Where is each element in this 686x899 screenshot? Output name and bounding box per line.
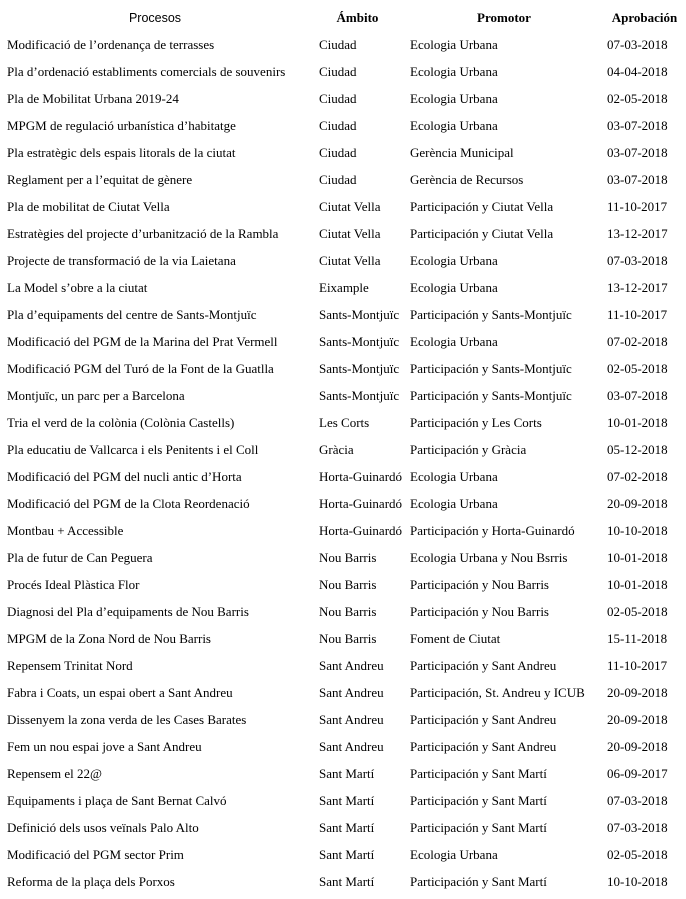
aprobacion-cell: 20-09-2018 xyxy=(607,495,668,511)
aprobacion-cell: 10-01-2018 xyxy=(607,414,668,430)
proceso-cell: Pla de mobilitat de Ciutat Vella xyxy=(7,198,170,214)
promotor-cell: Participación y Nou Barris xyxy=(410,576,549,592)
table-body xyxy=(0,31,686,895)
table-row xyxy=(0,706,686,733)
table-row xyxy=(0,31,686,58)
aprobacion-cell: 03-07-2018 xyxy=(607,387,668,403)
table-row xyxy=(0,409,686,436)
proceso-cell: MPGM de la Zona Nord de Nou Barris xyxy=(7,630,211,646)
aprobacion-cell: 10-01-2018 xyxy=(607,549,668,565)
ambito-cell: Sant Martí xyxy=(319,792,375,808)
table-row xyxy=(0,436,686,463)
ambito-cell: Sant Andreu xyxy=(319,738,384,754)
promotor-cell: Participación y Horta-Guinardó xyxy=(410,522,575,538)
aprobacion-cell: 07-03-2018 xyxy=(607,792,668,808)
ambito-cell: Sant Andreu xyxy=(319,684,384,700)
table-row xyxy=(0,625,686,652)
ambito-cell: Ciutat Vella xyxy=(319,225,381,241)
header-procesos: Procesos xyxy=(128,10,182,25)
ambito-cell: Gràcia xyxy=(319,441,354,457)
table-row xyxy=(0,544,686,571)
ambito-cell: Les Corts xyxy=(319,414,370,430)
proceso-cell: Dissenyem la zona verda de les Cases Barates xyxy=(7,711,247,727)
ambito-cell: Eixample xyxy=(319,279,369,295)
proceso-cell: Equipaments i plaça de Sant Bernat Calvó xyxy=(7,792,227,808)
proceso-cell: Pla estratègic dels espais litorals de la ciutat xyxy=(7,144,236,160)
proceso-cell: Repensem Trinitat Nord xyxy=(7,657,133,673)
promotor-cell: Ecologia Urbana xyxy=(410,117,498,133)
aprobacion-cell: 13-12-2017 xyxy=(607,279,668,295)
ambito-cell: Ciudad xyxy=(319,36,357,52)
table-row xyxy=(0,355,686,382)
proceso-cell: Diagnosi del Pla d’equipaments de Nou Barris xyxy=(7,603,249,619)
promotor-cell: Gerència Municipal xyxy=(410,144,514,160)
aprobacion-cell: 03-07-2018 xyxy=(607,144,668,160)
promotor-cell: Participación y Sant Martí xyxy=(410,765,547,781)
table-row xyxy=(0,112,686,139)
ambito-cell: Ciudad xyxy=(319,63,357,79)
aprobacion-cell: 02-05-2018 xyxy=(607,846,668,862)
ambito-cell: Horta-Guinardó xyxy=(319,495,403,511)
table-row xyxy=(0,247,686,274)
promotor-cell: Participación y Sants-Montjuïc xyxy=(410,387,572,403)
aprobacion-cell: 20-09-2018 xyxy=(607,738,668,754)
aprobacion-cell: 07-03-2018 xyxy=(607,252,668,268)
proceso-cell: Tria el verd de la colònia (Colònia Castells) xyxy=(7,414,235,430)
ambito-cell: Nou Barris xyxy=(319,603,377,619)
table-row xyxy=(0,166,686,193)
aprobacion-cell: 03-07-2018 xyxy=(607,171,668,187)
proceso-cell: Modificació del PGM sector Prim xyxy=(7,846,184,862)
proceso-cell: Modificació de l’ordenança de terrasses xyxy=(7,36,215,52)
promotor-cell: Participación y Sant Andreu xyxy=(410,657,557,673)
ambito-cell: Ciutat Vella xyxy=(319,252,381,268)
ambito-cell: Ciutat Vella xyxy=(319,198,381,214)
aprobacion-cell: 05-12-2018 xyxy=(607,441,668,457)
proceso-cell: Modificació PGM del Turó de la Font de la Guatlla xyxy=(7,360,274,376)
proceso-cell: Fem un nou espai jove a Sant Andreu xyxy=(7,738,202,754)
aprobacion-cell: 07-03-2018 xyxy=(607,819,668,835)
ambito-cell: Sant Martí xyxy=(319,819,375,835)
promotor-cell: Ecologia Urbana xyxy=(410,333,498,349)
table-row xyxy=(0,841,686,868)
ambito-cell: Sants-Montjuïc xyxy=(319,333,400,349)
promotor-cell: Participación y Sant Andreu xyxy=(410,711,557,727)
header-promotor: Promotor xyxy=(477,9,531,25)
aprobacion-cell: 02-05-2018 xyxy=(607,360,668,376)
header-aprobacion: Aprobación xyxy=(611,9,678,25)
promotor-cell: Ecologia Urbana y Nou Bsrris xyxy=(410,549,568,565)
table-row xyxy=(0,274,686,301)
ambito-cell: Sant Martí xyxy=(319,846,375,862)
proceso-cell: Estratègies del projecte d’urbanització de la Rambla xyxy=(7,225,279,241)
table-row xyxy=(0,652,686,679)
ambito-cell: Sant Andreu xyxy=(319,657,384,673)
aprobacion-cell: 10-10-2018 xyxy=(607,522,668,538)
proceso-cell: Pla de futur de Can Peguera xyxy=(7,549,153,565)
table-row xyxy=(0,733,686,760)
promotor-cell: Ecologia Urbana xyxy=(410,36,498,52)
ambito-cell: Sants-Montjuïc xyxy=(319,306,400,322)
proceso-cell: Projecte de transformació de la via Laietana xyxy=(7,252,236,268)
aprobacion-cell: 02-05-2018 xyxy=(607,90,668,106)
table-row xyxy=(0,814,686,841)
aprobacion-cell: 20-09-2018 xyxy=(607,711,668,727)
ambito-cell: Ciudad xyxy=(319,171,357,187)
ambito-cell: Sant Martí xyxy=(319,765,375,781)
ambito-cell: Horta-Guinardó xyxy=(319,522,403,538)
proceso-cell: Fabra i Coats, un espai obert a Sant Andreu xyxy=(7,684,233,700)
proceso-cell: Repensem el 22@ xyxy=(7,765,103,781)
table-row xyxy=(0,490,686,517)
ambito-cell: Ciudad xyxy=(319,117,357,133)
ambito-cell: Sant Andreu xyxy=(319,711,384,727)
promotor-cell: Participación y Les Corts xyxy=(410,414,542,430)
promotor-cell: Participación y Ciutat Vella xyxy=(410,225,554,241)
ambito-cell: Horta-Guinardó xyxy=(319,468,403,484)
aprobacion-cell: 07-02-2018 xyxy=(607,468,668,484)
aprobacion-cell: 11-10-2017 xyxy=(607,306,668,322)
ambito-cell: Ciudad xyxy=(319,90,357,106)
promotor-cell: Ecologia Urbana xyxy=(410,495,498,511)
promotor-cell: Ecologia Urbana xyxy=(410,468,498,484)
ambito-cell: Nou Barris xyxy=(319,630,377,646)
promotor-cell: Ecologia Urbana xyxy=(410,90,498,106)
ambito-cell: Ciudad xyxy=(319,144,357,160)
table-row xyxy=(0,139,686,166)
proceso-cell: Reforma de la plaça dels Porxos xyxy=(7,873,175,889)
proceso-cell: Definició dels usos veïnals Palo Alto xyxy=(7,819,199,835)
table-row xyxy=(0,463,686,490)
ambito-cell: Nou Barris xyxy=(319,549,377,565)
promotor-cell: Participación y Ciutat Vella xyxy=(410,198,554,214)
promotor-cell: Ecologia Urbana xyxy=(410,846,498,862)
promotor-cell: Foment de Ciutat xyxy=(410,630,501,646)
procesos-table xyxy=(0,4,686,895)
ambito-cell: Sant Martí xyxy=(319,873,375,889)
proceso-cell: Modificació del PGM de la Clota Reordenació xyxy=(7,495,250,511)
table-row xyxy=(0,787,686,814)
table-row xyxy=(0,571,686,598)
promotor-cell: Participación y Sants-Montjuïc xyxy=(410,360,572,376)
table-row xyxy=(0,193,686,220)
header-ambito: Ámbito xyxy=(336,9,379,25)
promotor-cell: Participación y Sant Martí xyxy=(410,819,547,835)
proceso-cell: Procés Ideal Plàstica Flor xyxy=(7,576,140,592)
promotor-cell: Gerència de Recursos xyxy=(410,171,524,187)
proceso-cell: Montjuïc, un parc per a Barcelona xyxy=(7,387,185,403)
table-row xyxy=(0,301,686,328)
proceso-cell: Pla d’equipaments del centre de Sants-Montjuïc xyxy=(7,306,257,322)
ambito-cell: Nou Barris xyxy=(319,576,377,592)
proceso-cell: Modificació del PGM del nucli antic d’Horta xyxy=(7,468,242,484)
table-row xyxy=(0,760,686,787)
aprobacion-cell: 10-01-2018 xyxy=(607,576,668,592)
promotor-cell: Participación y Sant Martí xyxy=(410,873,547,889)
aprobacion-cell: 11-10-2017 xyxy=(607,657,668,673)
aprobacion-cell: 15-11-2018 xyxy=(607,630,668,646)
table-row xyxy=(0,220,686,247)
aprobacion-cell: 20-09-2018 xyxy=(607,684,668,700)
proceso-cell: Montbau + Accessible xyxy=(7,522,124,538)
table-row xyxy=(0,598,686,625)
proceso-cell: Pla educatiu de Vallcarca i els Penitents i el Coll xyxy=(7,441,259,457)
proceso-cell: Modificació del PGM de la Marina del Prat Vermell xyxy=(7,333,278,349)
aprobacion-cell: 07-02-2018 xyxy=(607,333,668,349)
promotor-cell: Participación y Gràcia xyxy=(410,441,527,457)
table-row xyxy=(0,517,686,544)
promotor-cell: Participación y Nou Barris xyxy=(410,603,549,619)
promotor-cell: Participación y Sants-Montjuïc xyxy=(410,306,572,322)
table-row xyxy=(0,679,686,706)
table-row xyxy=(0,328,686,355)
aprobacion-cell: 10-10-2018 xyxy=(607,873,668,889)
proceso-cell: Pla de Mobilitat Urbana 2019-24 xyxy=(7,90,179,106)
aprobacion-cell: 11-10-2017 xyxy=(607,198,668,214)
table-row xyxy=(0,58,686,85)
ambito-cell: Sants-Montjuïc xyxy=(319,387,400,403)
promotor-cell: Ecologia Urbana xyxy=(410,279,498,295)
proceso-cell: La Model s’obre a la ciutat xyxy=(7,279,148,295)
table-header-row xyxy=(0,4,686,31)
proceso-cell: Pla d’ordenació establiments comercials de souvenirs xyxy=(7,63,286,79)
promotor-cell: Participación y Sant Martí xyxy=(410,792,547,808)
promotor-cell: Participación, St. Andreu y ICUB xyxy=(410,684,585,700)
aprobacion-cell: 02-05-2018 xyxy=(607,603,668,619)
table-row xyxy=(0,868,686,895)
aprobacion-cell: 13-12-2017 xyxy=(607,225,668,241)
aprobacion-cell: 04-04-2018 xyxy=(607,63,668,79)
proceso-cell: MPGM de regulació urbanística d’habitatge xyxy=(7,117,236,133)
ambito-cell: Sants-Montjuïc xyxy=(319,360,400,376)
aprobacion-cell: 06-09-2017 xyxy=(607,765,668,781)
proceso-cell: Reglament per a l’equitat de gènere xyxy=(7,171,193,187)
promotor-cell: Participación y Sant Andreu xyxy=(410,738,557,754)
aprobacion-cell: 03-07-2018 xyxy=(607,117,668,133)
promotor-cell: Ecologia Urbana xyxy=(410,63,498,79)
promotor-cell: Ecologia Urbana xyxy=(410,252,498,268)
table-row xyxy=(0,382,686,409)
aprobacion-cell: 07-03-2018 xyxy=(607,36,668,52)
table-row xyxy=(0,85,686,112)
